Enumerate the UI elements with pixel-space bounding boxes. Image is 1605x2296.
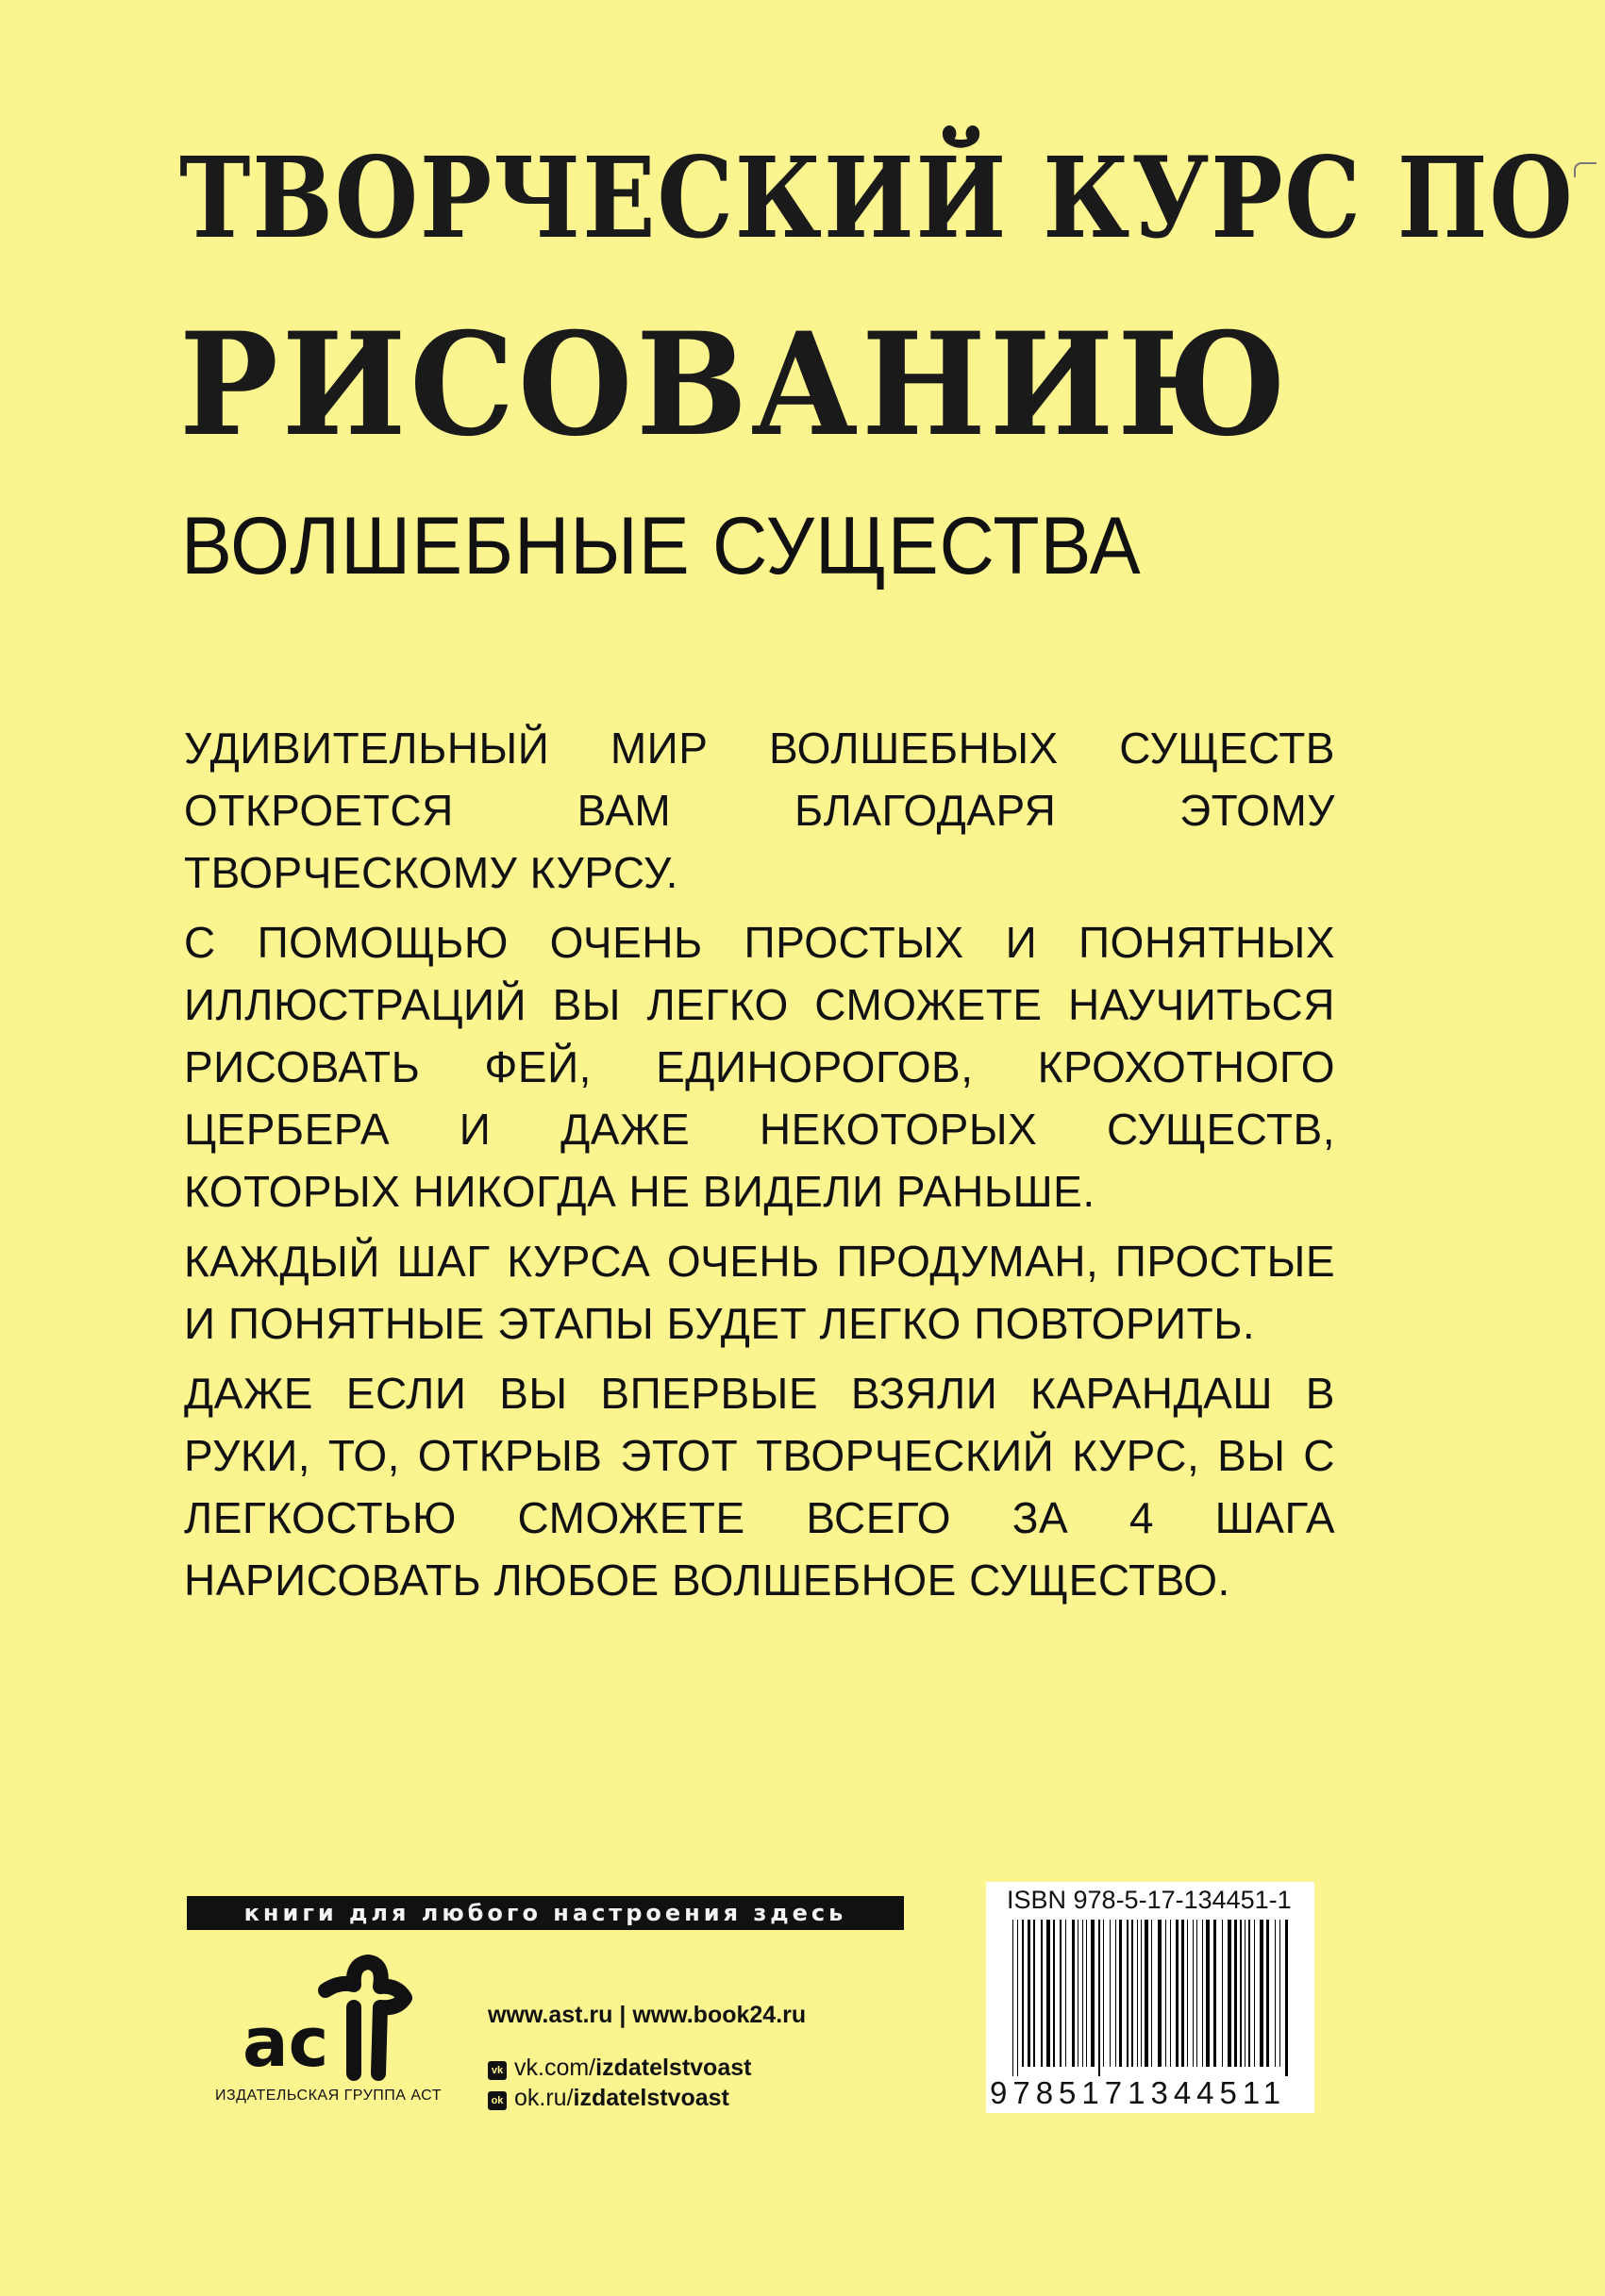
barcode-bar <box>1279 1920 1280 2067</box>
barcode-bar <box>1065 1920 1066 2067</box>
vk-handle: izdatelstvoast <box>595 2055 752 2081</box>
description-paragraph: КАЖДЫЙ ШАГ КУРСА ОЧЕНЬ ПРОДУМАН, ПРОСТЫЕ И ПОНЯТНЫЕ ЭТАПЫ БУДЕТ ЛЕГКО ПОВТОРИТЬ. <box>184 1237 1335 1348</box>
barcode-bar <box>1131 1920 1133 2067</box>
description-paragraph: УДИВИТЕЛЬНЫЙ МИР ВОЛШЕБНЫХ СУЩЕСТВ ОТКРОЕТСЯ ВАМ БЛАГОДАРЯ ЭТОМУ ТВОРЧЕСКОМУ КУРСУ. <box>184 724 1335 897</box>
ok-link[interactable] <box>488 2085 729 2112</box>
barcode-bar <box>1017 1920 1018 2076</box>
vk-link[interactable] <box>488 2055 751 2082</box>
barcode-bar <box>1275 1920 1276 2067</box>
barcode-bar <box>1115 1920 1116 2067</box>
ok-prefix: ok.ru/ <box>514 2085 574 2111</box>
barcode-bar <box>1060 1920 1062 2067</box>
barcode-bar <box>1158 1920 1162 2067</box>
ok-handle: izdatelstvoast <box>573 2085 729 2111</box>
barcode-bar <box>1260 1920 1263 2067</box>
barcode-bar <box>1254 1920 1255 2067</box>
barcode-bar <box>1137 1920 1138 2067</box>
barcode-bar <box>1110 1920 1111 2067</box>
barcode-bar <box>1228 1920 1231 2067</box>
barcode-bar <box>1176 1920 1179 2067</box>
barcode <box>1012 1920 1296 2076</box>
barcode-bar <box>1245 1920 1246 2067</box>
title-line-2: РИСОВАНИЮ <box>179 302 1291 468</box>
description-paragraph: С ПОМОЩЬЮ ОЧЕНЬ ПРОСТЫХ И ПОНЯТНЫХ ИЛЛЮСТРАЦИЙ ВЫ ЛЕГКО СМОЖЕТЕ НАУЧИТЬСЯ РИСОВАТЬ ФЕЙ, ЕДИНОРОГОВ, КРОХОТНОГО ЦЕРБЕРА И ДАЖЕ НЕКОТОРЫХ СУЩЕСТВ, КОТОРЫХ НИКОГДА НЕ ВИДЕЛИ РАНЬШЕ. <box>184 918 1335 1216</box>
vk-icon: vk <box>488 2061 507 2080</box>
barcode-bar <box>1103 1920 1104 2067</box>
subtitle: ВОЛШЕБНЫЕ СУЩЕСТВА <box>181 501 1142 591</box>
description <box>184 717 1335 1619</box>
barcode-bar <box>1234 1920 1237 2067</box>
barcode-bar <box>1028 1920 1030 2067</box>
barcode-bar <box>1202 1920 1203 2067</box>
barcode-bar <box>1022 1920 1024 2067</box>
ast-logo <box>212 1953 439 2085</box>
barcode-bar <box>1240 1920 1242 2067</box>
website-links[interactable]: www.ast.ru | www.book24.ru <box>488 2002 807 2028</box>
barcode-panel <box>986 1882 1314 2113</box>
barcode-bar <box>1091 1920 1095 2067</box>
barcode-bar <box>1033 1920 1035 2067</box>
title-line-1: ТВОРЧЕСКИЙ КУРС ПО <box>179 132 1575 263</box>
crop-mark <box>1574 162 1597 177</box>
barcode-bar <box>1196 1920 1197 2067</box>
description-paragraph: ДАЖЕ ЕСЛИ ВЫ ВПЕРВЫЕ ВЗЯЛИ КАРАНДАШ В РУКИ, ТО, ОТКРЫВ ЭТОТ ТВОРЧЕСКИЙ КУРС, ВЫ С ЛЕГКОСТЬЮ СМОЖЕТЕ ВСЕГО ЗА 4 ШАГА НАРИСОВАТЬ ЛЮБОЕ ВОЛШЕБНОЕ СУЩЕСТВО. <box>184 1369 1335 1605</box>
isbn-label: ISBN 978-5-17-134451-1 <box>1007 1886 1292 1914</box>
barcode-bar <box>1141 1920 1142 2067</box>
barcode-bar <box>1072 1920 1075 2067</box>
barcode-bar <box>1193 1920 1194 2067</box>
barcode-bar <box>1248 1920 1250 2067</box>
barcode-bar <box>1082 1920 1083 2067</box>
barcode-bar <box>1151 1920 1152 2067</box>
barcode-bar <box>1012 1920 1013 2076</box>
ok-icon: ok <box>488 2091 507 2110</box>
barcode-bar <box>1285 1920 1288 2076</box>
barcode-bar <box>1187 1920 1188 2067</box>
barcode-bar <box>1206 1920 1210 2067</box>
barcode-bar <box>1041 1920 1043 2067</box>
barcode-bar <box>1181 1920 1184 2067</box>
publisher-name: ИЗДАТЕЛЬСКАЯ ГРУППА АСТ <box>215 2088 442 2104</box>
tagline-banner: книги для любого настроения здесь <box>187 1896 904 1930</box>
barcode-bar <box>1165 1920 1166 2067</box>
barcode-bar <box>1098 1920 1100 2076</box>
barcode-bar <box>1053 1920 1055 2067</box>
barcode-bar <box>1086 1920 1087 2067</box>
barcode-bar <box>1222 1920 1223 2067</box>
logo-text: ас <box>242 2003 329 2082</box>
barcode-bar <box>1266 1920 1269 2067</box>
barcode-bar <box>1127 1920 1129 2067</box>
barcode-bar <box>1170 1920 1171 2067</box>
barcode-bar <box>1046 1920 1050 2067</box>
vk-prefix: vk.com/ <box>514 2055 596 2081</box>
barcode-number: 9785171344511 <box>990 2075 1287 2110</box>
barcode-bar <box>1145 1920 1148 2067</box>
barcode-bar <box>1119 1920 1122 2067</box>
barcode-bar <box>1213 1920 1216 2067</box>
